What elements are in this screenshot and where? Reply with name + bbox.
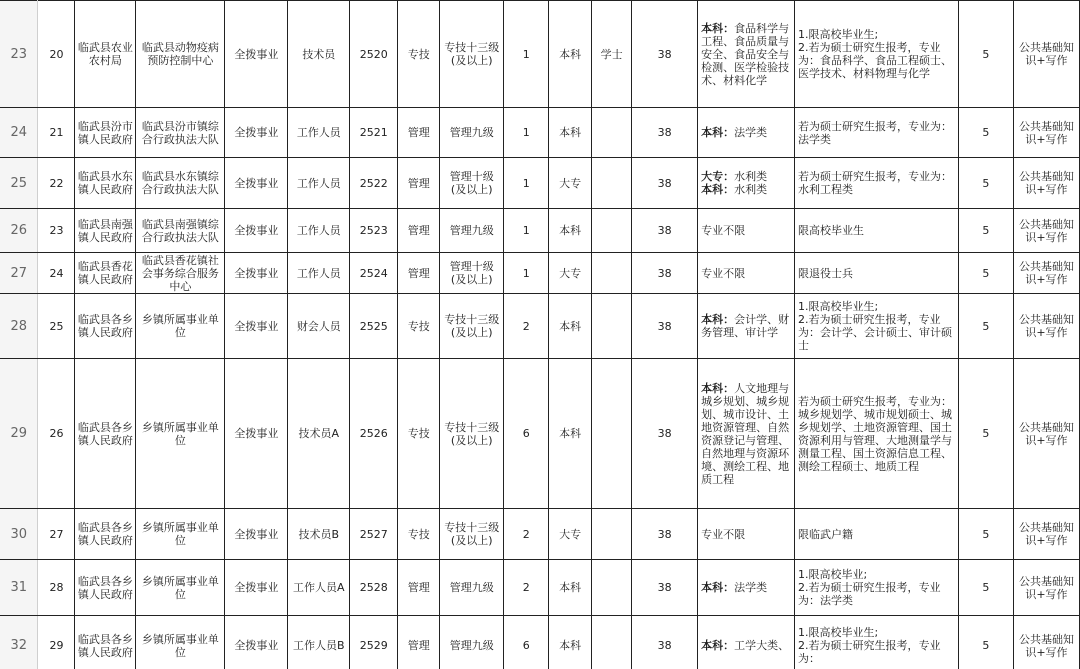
- funding-type: 全拨事业: [225, 560, 288, 616]
- row-number: 27: [0, 253, 38, 294]
- department: 乡镇所属事业单位: [136, 359, 225, 509]
- table-row: [0, 509, 1080, 560]
- table-row: [0, 560, 1080, 616]
- other-conditions: 若为硕士研究生报考，专业为：水利工程类: [795, 158, 959, 209]
- major-requirement: [698, 209, 795, 253]
- major-level-label: 大专：: [701, 170, 735, 183]
- serial-number: 28: [38, 560, 75, 616]
- exam-subject: 公共基础知识+写作: [1013, 1, 1079, 108]
- major-requirement: [698, 359, 795, 509]
- age-limit: 38: [632, 359, 698, 509]
- major-level-label: 本科：: [701, 21, 735, 35]
- exam-subject: 公共基础知识+写作: [1013, 253, 1079, 294]
- hire-count: 6: [504, 616, 549, 669]
- row-number: 30: [0, 509, 38, 560]
- table-row: [0, 359, 1080, 509]
- exam-subject: 公共基础知识+写作: [1013, 108, 1079, 158]
- major-level-label: 本科：: [701, 183, 735, 196]
- exam-ratio: 5: [958, 294, 1013, 359]
- age-limit: 38: [632, 253, 698, 294]
- funding-type: 全拨事业: [225, 616, 288, 669]
- major-list: 专业不限: [701, 527, 746, 541]
- post-category: 管理: [398, 209, 440, 253]
- other-conditions: 1.限高校毕业; 2.若为硕士研究生报考，专业为：法学类: [795, 560, 959, 616]
- post-level: 管理九级: [440, 560, 504, 616]
- post-name: 工作人员A: [288, 560, 350, 616]
- post-name: 技术员A: [288, 359, 350, 509]
- row-number: 23: [0, 1, 38, 108]
- education: 本科: [549, 616, 592, 669]
- exam-ratio: 5: [958, 1, 1013, 108]
- post-name: 财会人员: [288, 294, 350, 359]
- serial-number: 20: [38, 1, 75, 108]
- degree: [592, 158, 632, 209]
- hire-count: 2: [504, 509, 549, 560]
- funding-type: 全拨事业: [225, 1, 288, 108]
- post-category: 管理: [398, 158, 440, 209]
- row-number: 24: [0, 108, 38, 158]
- post-code: 2526: [350, 359, 398, 509]
- exam-ratio: 5: [958, 158, 1013, 209]
- major-requirement: [698, 509, 795, 560]
- hire-count: 1: [504, 108, 549, 158]
- post-code: 2524: [350, 253, 398, 294]
- major-list: 水利类: [734, 183, 768, 196]
- funding-type: 全拨事业: [225, 509, 288, 560]
- age-limit: 38: [632, 158, 698, 209]
- funding-type: 全拨事业: [225, 108, 288, 158]
- age-limit: 38: [632, 560, 698, 616]
- post-level: 专技十三级(及以上): [440, 359, 504, 509]
- age-limit: 38: [632, 108, 698, 158]
- post-category: 专技: [398, 359, 440, 509]
- serial-number: 22: [38, 158, 75, 209]
- row-number: 31: [0, 560, 38, 616]
- education: 本科: [549, 359, 592, 509]
- post-category: 管理: [398, 560, 440, 616]
- funding-type: 全拨事业: [225, 359, 288, 509]
- education: 本科: [549, 209, 592, 253]
- exam-subject: 公共基础知识+写作: [1013, 158, 1079, 209]
- post-code: 2529: [350, 616, 398, 669]
- unit-name: 临武县南强镇人民政府: [75, 209, 136, 253]
- education: 本科: [549, 294, 592, 359]
- department: 临武县汾市镇综合行政执法大队: [136, 108, 225, 158]
- degree: 学士: [592, 1, 632, 108]
- unit-name: 临武县各乡镇人民政府: [75, 616, 136, 669]
- other-conditions: 若为硕士研究生报考，专业为：城乡规划学、城市规划硕士、城乡规划学、土地资源管理、国土资源利用与管理、大地测量学与测量工程、国土资源信息工程、测绘工程硕士、地质工程: [795, 359, 959, 509]
- exam-ratio: 5: [958, 509, 1013, 560]
- major-level-label: 本科：: [701, 126, 735, 139]
- age-limit: 38: [632, 209, 698, 253]
- hire-count: 1: [504, 1, 549, 108]
- post-category: 管理: [398, 253, 440, 294]
- exam-ratio: 5: [958, 108, 1013, 158]
- post-level: 专技十三级(及以上): [440, 509, 504, 560]
- table-row: [0, 294, 1080, 359]
- age-limit: 38: [632, 509, 698, 560]
- degree: [592, 209, 632, 253]
- degree: [592, 616, 632, 669]
- exam-subject: 公共基础知识+写作: [1013, 209, 1079, 253]
- department: 乡镇所属事业单位: [136, 616, 225, 669]
- serial-number: 21: [38, 108, 75, 158]
- unit-name: 临武县水东镇人民政府: [75, 158, 136, 209]
- other-conditions: 若为硕士研究生报考，专业为：法学类: [795, 108, 959, 158]
- major-requirement: [698, 253, 795, 294]
- post-name: 技术员: [288, 1, 350, 108]
- post-code: 2527: [350, 509, 398, 560]
- serial-number: 29: [38, 616, 75, 669]
- degree: [592, 294, 632, 359]
- exam-subject: 公共基础知识+写作: [1013, 509, 1079, 560]
- funding-type: 全拨事业: [225, 253, 288, 294]
- exam-ratio: 5: [958, 209, 1013, 253]
- table-row: [0, 253, 1080, 294]
- unit-name: 临武县各乡镇人民政府: [75, 560, 136, 616]
- post-level: 专技十三级(及以上): [440, 1, 504, 108]
- hire-count: 1: [504, 209, 549, 253]
- unit-name: 临武县各乡镇人民政府: [75, 294, 136, 359]
- major-requirement: [698, 108, 795, 158]
- post-code: 2523: [350, 209, 398, 253]
- post-category: 管理: [398, 616, 440, 669]
- serial-number: 24: [38, 253, 75, 294]
- other-conditions: 1.限高校毕业生; 2.若为硕士研究生报考，专业为：食品科学、食品工程硕士、医学技术、材料物理与化学: [795, 1, 959, 108]
- serial-number: 23: [38, 209, 75, 253]
- unit-name: 临武县香花镇人民政府: [75, 253, 136, 294]
- age-limit: 38: [632, 1, 698, 108]
- post-category: 专技: [398, 294, 440, 359]
- post-category: 专技: [398, 509, 440, 560]
- unit-name: 临武县各乡镇人民政府: [75, 509, 136, 560]
- major-requirement: [698, 560, 795, 616]
- education: 本科: [549, 560, 592, 616]
- other-conditions: 1.限高校毕业生; 2.若为硕士研究生报考，专业为：: [795, 616, 959, 669]
- post-code: 2520: [350, 1, 398, 108]
- post-name: 技术员B: [288, 509, 350, 560]
- age-limit: 38: [632, 294, 698, 359]
- education: 大专: [549, 509, 592, 560]
- exam-ratio: 5: [958, 616, 1013, 669]
- department: 临武县水东镇综合行政执法大队: [136, 158, 225, 209]
- funding-type: 全拨事业: [225, 158, 288, 209]
- major-list: 食品科学与工程、食品质量与安全、食品安全与检测、医学检验技术、材料化学: [701, 21, 790, 87]
- major-level-label: 本科：: [701, 639, 735, 652]
- row-number: 32: [0, 616, 38, 669]
- funding-type: 全拨事业: [225, 294, 288, 359]
- other-conditions: 1.限高校毕业生; 2.若为硕士研究生报考，专业为：会计学、会计硕士、审计硕士: [795, 294, 959, 359]
- funding-type: 全拨事业: [225, 209, 288, 253]
- major-requirement: [698, 294, 795, 359]
- post-code: 2528: [350, 560, 398, 616]
- hire-count: 1: [504, 253, 549, 294]
- post-level: 管理十级(及以上): [440, 253, 504, 294]
- exam-subject: 公共基础知识+写作: [1013, 294, 1079, 359]
- age-limit: 38: [632, 616, 698, 669]
- major-list: 会计学、财务管理、审计学: [701, 313, 790, 339]
- table-row: [0, 616, 1080, 669]
- hire-count: 2: [504, 560, 549, 616]
- major-level-label: 本科：: [701, 381, 735, 395]
- exam-subject: 公共基础知识+写作: [1013, 560, 1079, 616]
- exam-subject: 公共基础知识+写作: [1013, 359, 1079, 509]
- row-number: 28: [0, 294, 38, 359]
- hire-count: 1: [504, 158, 549, 209]
- other-conditions: 限退役士兵: [795, 253, 959, 294]
- major-level-label: 本科：: [701, 313, 735, 326]
- unit-name: 临武县各乡镇人民政府: [75, 359, 136, 509]
- table-row: [0, 1, 1080, 108]
- row-number: 29: [0, 359, 38, 509]
- post-level: 管理十级(及以上): [440, 158, 504, 209]
- degree: [592, 509, 632, 560]
- department: 临武县南强镇综合行政执法大队: [136, 209, 225, 253]
- row-number: 25: [0, 158, 38, 209]
- department: 临武县动物疫病预防控制中心: [136, 1, 225, 108]
- serial-number: 25: [38, 294, 75, 359]
- major-list: 法学类: [734, 126, 768, 139]
- post-code: 2525: [350, 294, 398, 359]
- degree: [592, 253, 632, 294]
- major-list: 专业不限: [701, 224, 746, 237]
- table-row: [0, 209, 1080, 253]
- post-name: 工作人员: [288, 253, 350, 294]
- unit-name: 临武县农业农村局: [75, 1, 136, 108]
- serial-number: 27: [38, 509, 75, 560]
- post-code: 2522: [350, 158, 398, 209]
- hire-count: 6: [504, 359, 549, 509]
- post-category: 管理: [398, 108, 440, 158]
- major-list: 工学大类、: [734, 639, 790, 652]
- degree: [592, 108, 632, 158]
- degree: [592, 359, 632, 509]
- exam-ratio: 5: [958, 253, 1013, 294]
- major-list: 水利类: [734, 170, 768, 183]
- department: 乡镇所属事业单位: [136, 294, 225, 359]
- post-name: 工作人员: [288, 158, 350, 209]
- table-row: [0, 108, 1080, 158]
- post-level: 管理九级: [440, 616, 504, 669]
- row-number: 26: [0, 209, 38, 253]
- department: 临武县香花镇社会事务综合服务中心: [136, 253, 225, 294]
- other-conditions: 限高校毕业生: [795, 209, 959, 253]
- department: 乡镇所属事业单位: [136, 560, 225, 616]
- other-conditions: 限临武户籍: [795, 509, 959, 560]
- education: 本科: [549, 1, 592, 108]
- exam-ratio: 5: [958, 560, 1013, 616]
- education: 大专: [549, 253, 592, 294]
- post-code: 2521: [350, 108, 398, 158]
- department: 乡镇所属事业单位: [136, 509, 225, 560]
- education: 本科: [549, 108, 592, 158]
- post-name: 工作人员B: [288, 616, 350, 669]
- major-requirement: [698, 158, 795, 209]
- exam-ratio: 5: [958, 359, 1013, 509]
- unit-name: 临武县汾市镇人民政府: [75, 108, 136, 158]
- major-requirement: [698, 1, 795, 108]
- major-level-label: 本科：: [701, 581, 735, 594]
- post-level: 专技十三级(及以上): [440, 294, 504, 359]
- serial-number: 26: [38, 359, 75, 509]
- major-list: 法学类: [734, 581, 768, 594]
- post-level: 管理九级: [440, 108, 504, 158]
- table-row: [0, 158, 1080, 209]
- degree: [592, 560, 632, 616]
- major-requirement: [698, 616, 795, 669]
- major-list: 人文地理与城乡规划、城乡规划、城市设计、土地资源管理、自然资源登记与管理、自然地理与资源环境、测绘工程、地质工程: [701, 381, 790, 486]
- post-name: 工作人员: [288, 108, 350, 158]
- exam-subject: 公共基础知识+写作: [1013, 616, 1079, 669]
- post-name: 工作人员: [288, 209, 350, 253]
- post-category: 专技: [398, 1, 440, 108]
- major-list: 专业不限: [701, 266, 746, 280]
- education: 大专: [549, 158, 592, 209]
- post-level: 管理九级: [440, 209, 504, 253]
- hire-count: 2: [504, 294, 549, 359]
